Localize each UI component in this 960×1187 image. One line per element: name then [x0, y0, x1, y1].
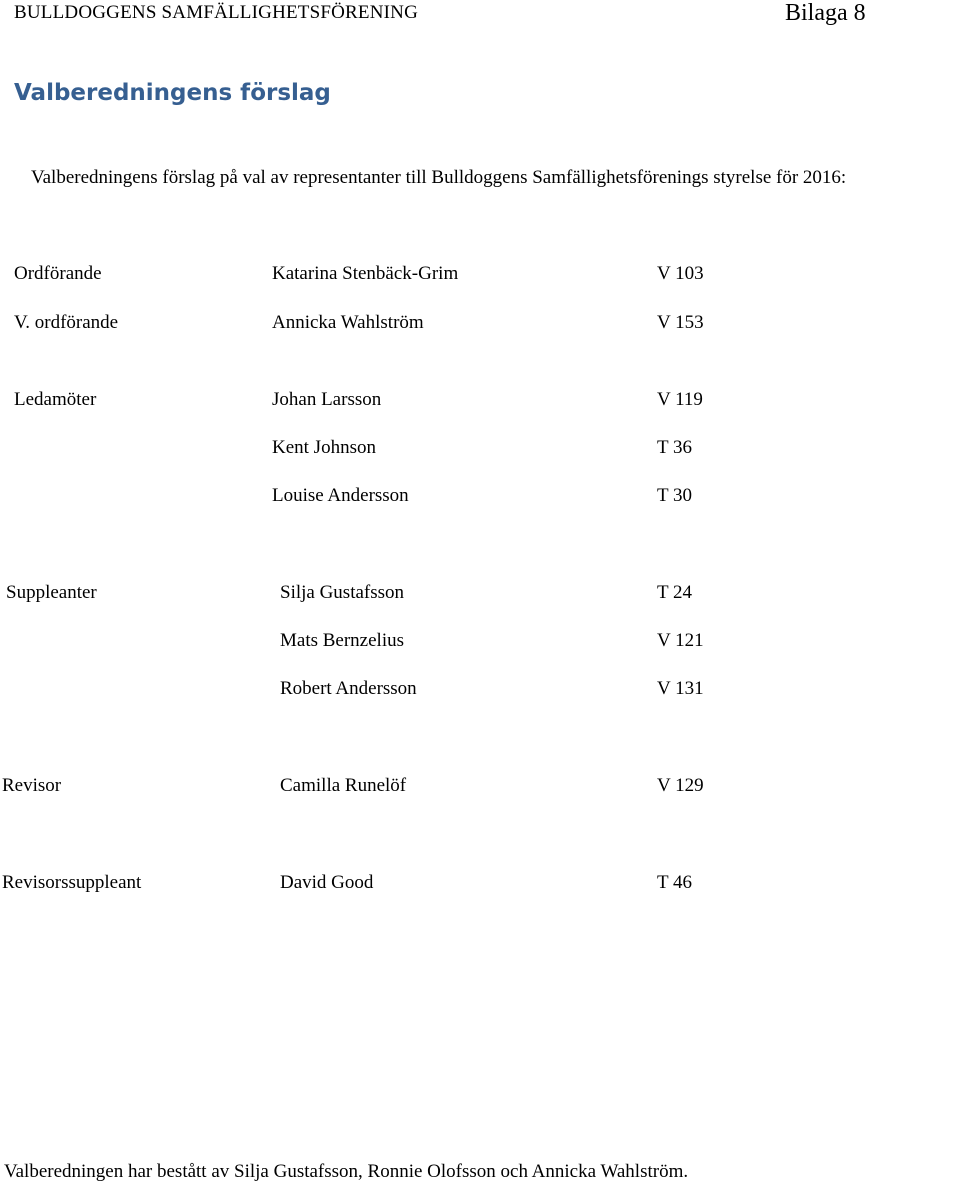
name-member-3: Louise Andersson — [272, 485, 409, 506]
address-member-2: T 36 — [657, 437, 693, 458]
name-deputy-2: Mats Bernzelius — [280, 630, 405, 651]
name-deputy-auditor: David Good — [280, 872, 374, 893]
address-deputy-2: V 121 — [657, 630, 704, 651]
role-chair: Ordförande — [14, 263, 102, 284]
name-deputy-1: Silja Gustafsson — [280, 582, 405, 603]
role-deputies: Suppleanter — [6, 582, 97, 603]
header-attachment: Bilaga 8 — [785, 0, 866, 26]
name-chair: Katarina Stenbäck-Grim — [272, 263, 459, 284]
name-auditor: Camilla Runelöf — [280, 775, 407, 796]
page-title: Valberedningens förslag — [14, 80, 331, 106]
role-auditor: Revisor — [2, 775, 62, 796]
address-auditor: V 129 — [657, 775, 704, 796]
address-chair: V 103 — [657, 263, 704, 284]
role-members: Ledamöter — [14, 389, 97, 410]
name-vice-chair: Annicka Wahlström — [272, 312, 424, 333]
name-member-1: Johan Larsson — [272, 389, 382, 410]
header-organization: BULLDOGGENS SAMFÄLLIGHETSFÖRENING — [14, 2, 419, 23]
address-member-3: T 30 — [657, 485, 693, 506]
address-vice-chair: V 153 — [657, 312, 704, 333]
name-member-2: Kent Johnson — [272, 437, 376, 458]
footer-text: Valberedningen har bestått av Silja Gustafsson, Ronnie Olofsson och Annicka Wahlström. — [4, 1161, 689, 1182]
address-deputy-1: T 24 — [657, 582, 693, 603]
address-deputy-auditor: T 46 — [657, 872, 693, 893]
role-deputy-auditor: Revisorssuppleant — [2, 872, 142, 893]
address-deputy-3: V 131 — [657, 678, 704, 699]
intro-text: Valberedningens förslag på val av representanter till Bulldoggens Samfällighetsförenings styrelse för 2016: — [31, 167, 847, 188]
role-vice-chair: V. ordförande — [14, 312, 119, 333]
address-member-1: V 119 — [657, 389, 703, 410]
name-deputy-3: Robert Andersson — [280, 678, 417, 699]
